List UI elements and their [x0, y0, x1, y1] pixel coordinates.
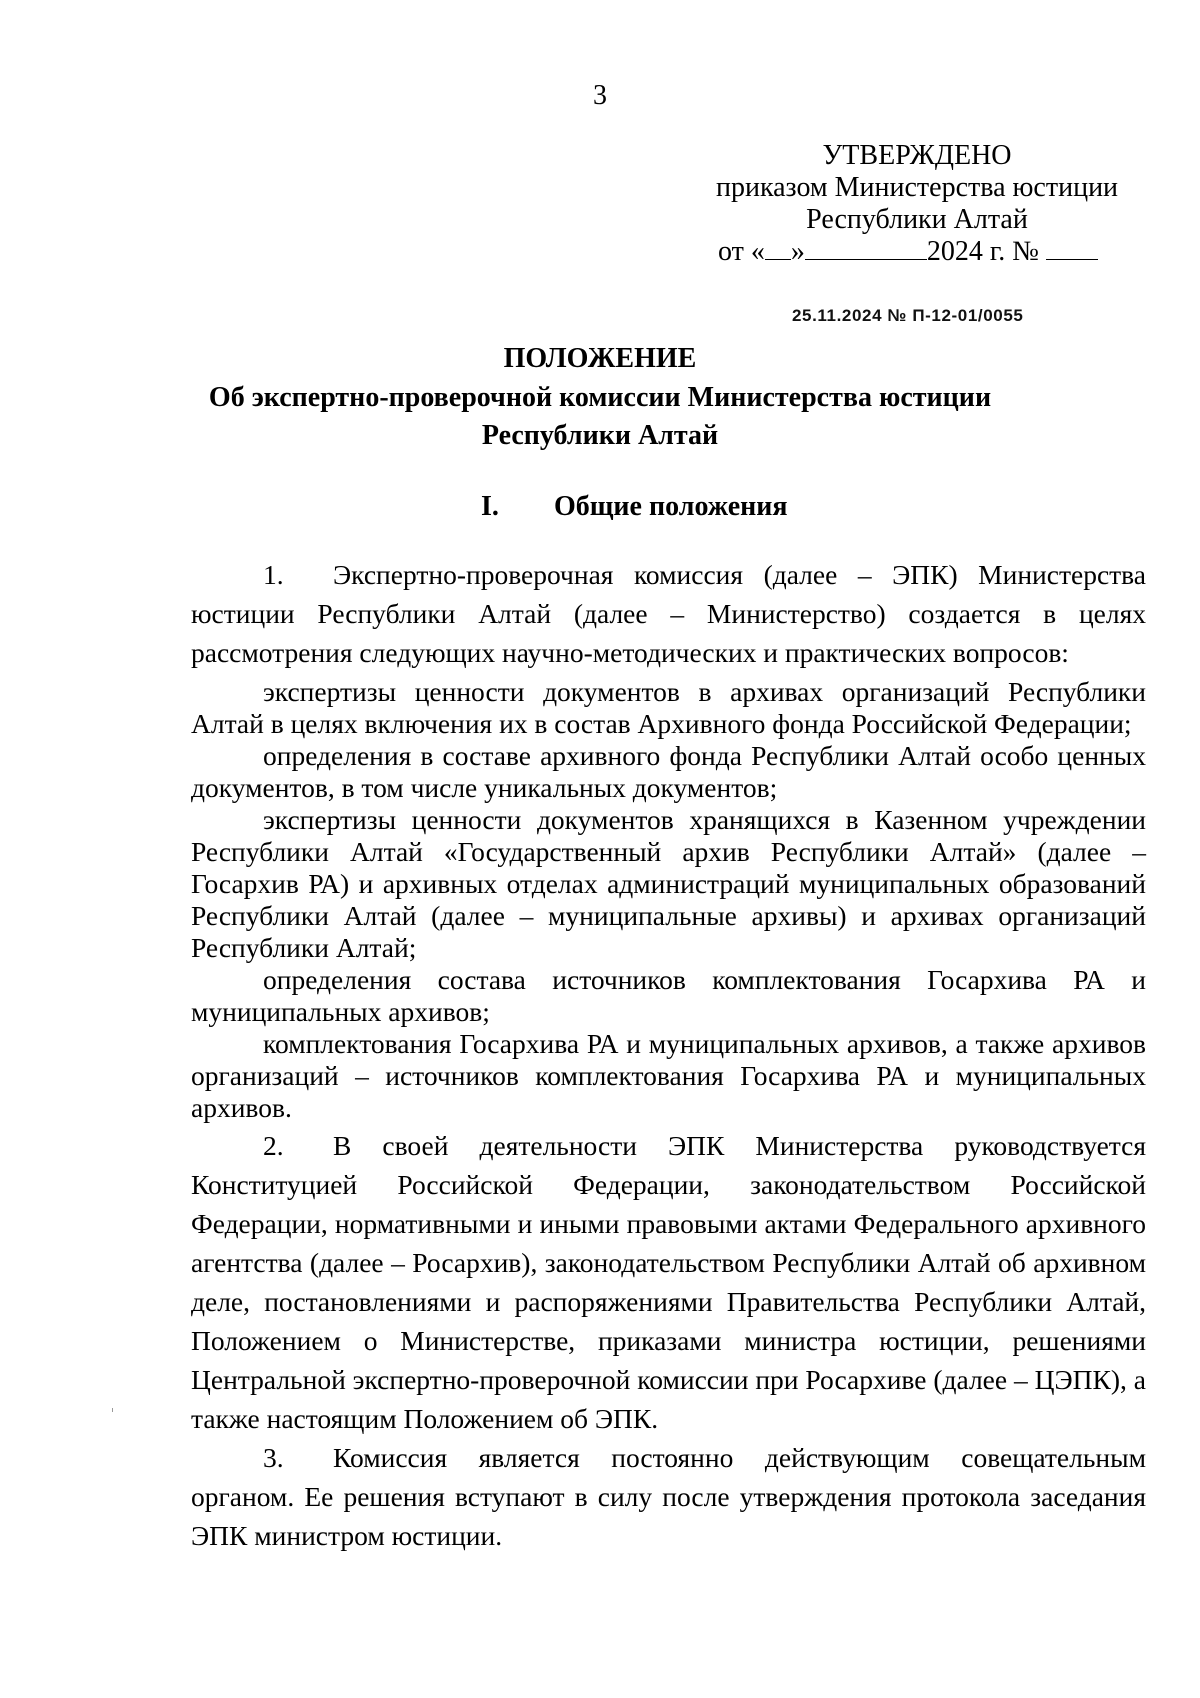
- point-3-text: Комиссия является постоянно действующим совещательным органом. Ее решения вступают в силу после утверждения протокола заседания ЭПК министром юстиции.: [191, 1442, 1146, 1551]
- approval-heading: УТВЕРЖДЕНО: [822, 140, 1012, 171]
- page-number: 3: [593, 80, 607, 111]
- point-1-item: экспертизы ценности документов в архивах организаций Республики Алтай в целях включения их в состав Архивного фонда Российской Федерации;: [191, 676, 1146, 739]
- number-blank: [1046, 258, 1098, 260]
- point-1-number: 1.: [263, 559, 284, 590]
- scan-mark: [112, 1408, 113, 1412]
- point-2: [191, 1126, 1146, 1438]
- point-1-text: Экспертно-проверочная комиссия (далее – ЭПК) Министерства юстиции Республики Алтай (далее – Министерство) создается в целях рассмотрения следующих научно-методических и практических вопросов:: [191, 559, 1146, 668]
- section-number: I.: [481, 491, 499, 522]
- day-blank: [765, 258, 791, 260]
- month-blank: [805, 258, 927, 260]
- subtitle-line-2: Республики Алтай: [481, 420, 719, 451]
- date-year: 2024 г. №: [926, 236, 1039, 267]
- point-1: [191, 555, 1146, 672]
- date-prefix: от «: [718, 236, 765, 267]
- point-2-number: 2.: [263, 1130, 284, 1161]
- point-3: [191, 1438, 1146, 1555]
- approval-block: [712, 140, 1122, 268]
- registration-stamp: 25.11.2024 № П-12-01/0055: [792, 306, 1024, 325]
- subtitle-line-1: Об экспертно-проверочной комиссии Министерства юстиции: [208, 382, 992, 413]
- body-text: [191, 555, 1146, 1555]
- point-2-text: В своей деятельности ЭПК Министерства руководствуется Конституцией Российской Федерации, законодательством Российской Федерации, нормативными и иными правовыми актами Федерального архивного агентства (далее – Росархив), законодательством Республики Алтай об архивном деле, постановлениями и распоряжениями Правительства Республики Алтай, Положением о Министерстве, приказами министра юстиции, решениями Центральной экспертно-проверочной комиссии при Росархиве (далее – ЦЭПК), а также настоящим Положением об ЭПК.: [191, 1130, 1146, 1434]
- approval-date-line: [712, 236, 1122, 268]
- approval-line-2: Республики Алтай: [806, 204, 1028, 235]
- point-1-item: комплектования Госархива РА и муниципальных архивов, а также архивов организаций – источников комплектования Госархива РА и муниципальных архивов.: [191, 1028, 1146, 1123]
- point-1-item: экспертизы ценности документов хранящихся в Казенном учреждении Республики Алтай «Государственный архив Республики Алтай» (далее – Госархив РА) и архивных отделах администраций муниципальных образований Республики Алтай (далее – муниципальные архивы) и архивах организаций Республики Алтай;: [191, 804, 1146, 963]
- section-title: Общие положения: [554, 491, 788, 522]
- point-1-item: определения в составе архивного фонда Республики Алтай особо ценных документов, в том числе уникальных документов;: [191, 740, 1146, 803]
- approval-line-1: приказом Министерства юстиции: [715, 172, 1119, 203]
- document-subtitle: [0, 379, 1200, 455]
- document-title: ПОЛОЖЕНИЕ: [503, 343, 697, 374]
- point-3-number: 3.: [263, 1442, 284, 1473]
- point-1-item: определения состава источников комплектования Госархива РА и муниципальных архивов;: [191, 964, 1146, 1027]
- date-mid: »: [790, 236, 805, 267]
